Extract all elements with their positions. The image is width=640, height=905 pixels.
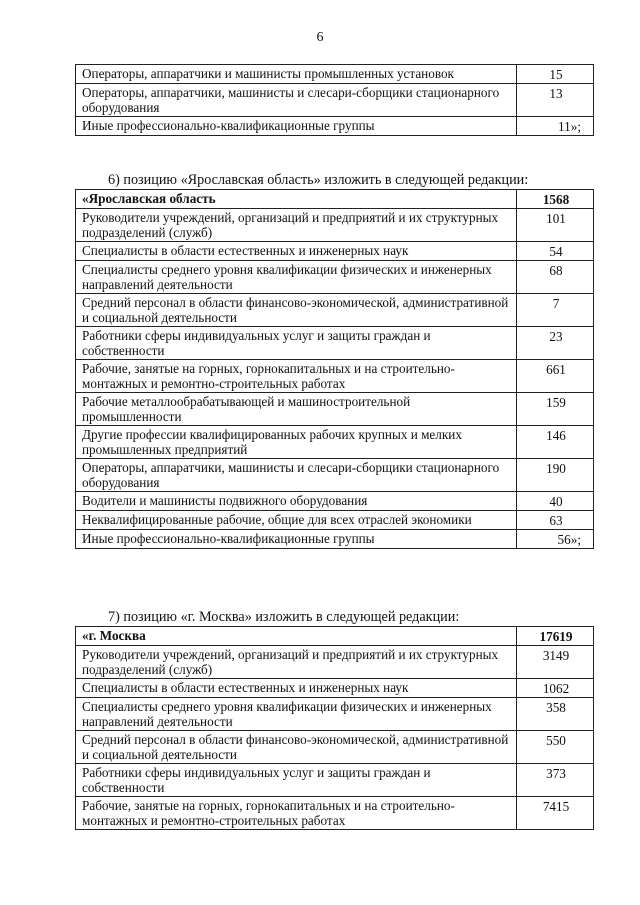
occupation-group: Рабочие, занятые на горных, горнокапитальных и на строительно-монтажных и ремонтно-строительных работах xyxy=(76,797,517,830)
table-row xyxy=(76,261,594,294)
occupation-group: Операторы, аппаратчики и машинисты промышленных установок xyxy=(76,65,517,84)
table-row xyxy=(76,209,594,242)
occupation-count: 101 xyxy=(517,209,594,242)
occupation-count: 550 xyxy=(517,731,594,764)
table-row xyxy=(76,327,594,360)
occupation-count: 56»; xyxy=(517,530,594,549)
occupation-group: Руководители учреждений, организаций и предприятий и их структурных подразделений (служб) xyxy=(76,209,517,242)
region-name: «Ярославская область xyxy=(76,190,517,209)
table-row xyxy=(76,530,594,549)
occupation-group: Операторы, аппаратчики, машинисты и слесари-сборщики стационарного оборудования xyxy=(76,84,517,117)
occupation-count: 23 xyxy=(517,327,594,360)
occupation-count: 159 xyxy=(517,393,594,426)
region-total: 1568 xyxy=(517,190,594,209)
table-row xyxy=(76,511,594,530)
occupation-group: Неквалифицированные рабочие, общие для всех отраслей экономики xyxy=(76,511,517,530)
occupation-count: 661 xyxy=(517,360,594,393)
table-row xyxy=(76,65,594,84)
region-name: «г. Москва xyxy=(76,627,517,646)
table-row xyxy=(76,360,594,393)
table-row xyxy=(76,679,594,698)
occupation-count: 373 xyxy=(517,764,594,797)
occupation-group: Работники сферы индивидуальных услуг и защиты граждан и собственности xyxy=(76,764,517,797)
occupation-group: Специалисты среднего уровня квалификации физических и инженерных направлений деятельности xyxy=(76,698,517,731)
page-number: 6 xyxy=(316,30,324,45)
occupation-count: 7 xyxy=(517,294,594,327)
occupation-count: 40 xyxy=(517,492,594,511)
table-row xyxy=(76,731,594,764)
region-total: 17619 xyxy=(517,627,594,646)
occupation-count: 3149 xyxy=(517,646,594,679)
table-row xyxy=(76,242,594,261)
occupation-count: 13 xyxy=(517,84,594,117)
table-row xyxy=(76,764,594,797)
table-row xyxy=(76,646,594,679)
occupation-group: Рабочие, занятые на горных, горнокапитальных и на строительно-монтажных и ремонтно-строительных работах xyxy=(76,360,517,393)
occupation-count: 358 xyxy=(517,698,594,731)
table-row xyxy=(76,393,594,426)
occupation-count: 190 xyxy=(517,459,594,492)
occupation-group: Специалисты в области естественных и инженерных наук xyxy=(76,242,517,261)
yaroslavl-table xyxy=(75,189,594,549)
table-row xyxy=(76,459,594,492)
occupation-count: 15 xyxy=(517,65,594,84)
moscow-table xyxy=(75,626,594,830)
table-header-row xyxy=(76,190,594,209)
table-header-row xyxy=(76,627,594,646)
table-row xyxy=(76,492,594,511)
occupation-group: Средний персонал в области финансово-экономической, административной и социальной деятельности xyxy=(76,731,517,764)
occupation-group: Водители и машинисты подвижного оборудования xyxy=(76,492,517,511)
occupation-group: Руководители учреждений, организаций и предприятий и их структурных подразделений (служб) xyxy=(76,646,517,679)
occupation-count: 1062 xyxy=(517,679,594,698)
table-row xyxy=(76,698,594,731)
table-row xyxy=(76,294,594,327)
top-table xyxy=(75,64,594,136)
occupation-group: Иные профессионально-квалификационные группы xyxy=(76,530,517,549)
occupation-count: 11»; xyxy=(517,117,594,136)
table-row xyxy=(76,797,594,830)
occupation-group: Рабочие металлообрабатывающей и машиностроительной промышленности xyxy=(76,393,517,426)
table-row xyxy=(76,117,594,136)
occupation-count: 68 xyxy=(517,261,594,294)
occupation-count: 63 xyxy=(517,511,594,530)
occupation-group: Иные профессионально-квалификационные группы xyxy=(76,117,517,136)
occupation-count: 7415 xyxy=(517,797,594,830)
occupation-group: Специалисты среднего уровня квалификации физических и инженерных направлений деятельности xyxy=(76,261,517,294)
occupation-group: Средний персонал в области финансово-экономической, административной и социальной деятельности xyxy=(76,294,517,327)
occupation-count: 54 xyxy=(517,242,594,261)
occupation-group: Операторы, аппаратчики, машинисты и слесари-сборщики стационарного оборудования xyxy=(76,459,517,492)
section-7-intro: 7) позицию «г. Москва» изложить в следующей редакции: xyxy=(108,609,460,625)
table-row xyxy=(76,426,594,459)
occupation-count: 146 xyxy=(517,426,594,459)
occupation-group: Специалисты в области естественных и инженерных наук xyxy=(76,679,517,698)
section-6-intro: 6) позицию «Ярославская область» изложить в следующей редакции: xyxy=(108,172,529,188)
occupation-group: Другие профессии квалифицированных рабочих крупных и мелких промышленных предприятий xyxy=(76,426,517,459)
table-row xyxy=(76,84,594,117)
occupation-group: Работники сферы индивидуальных услуг и защиты граждан и собственности xyxy=(76,327,517,360)
